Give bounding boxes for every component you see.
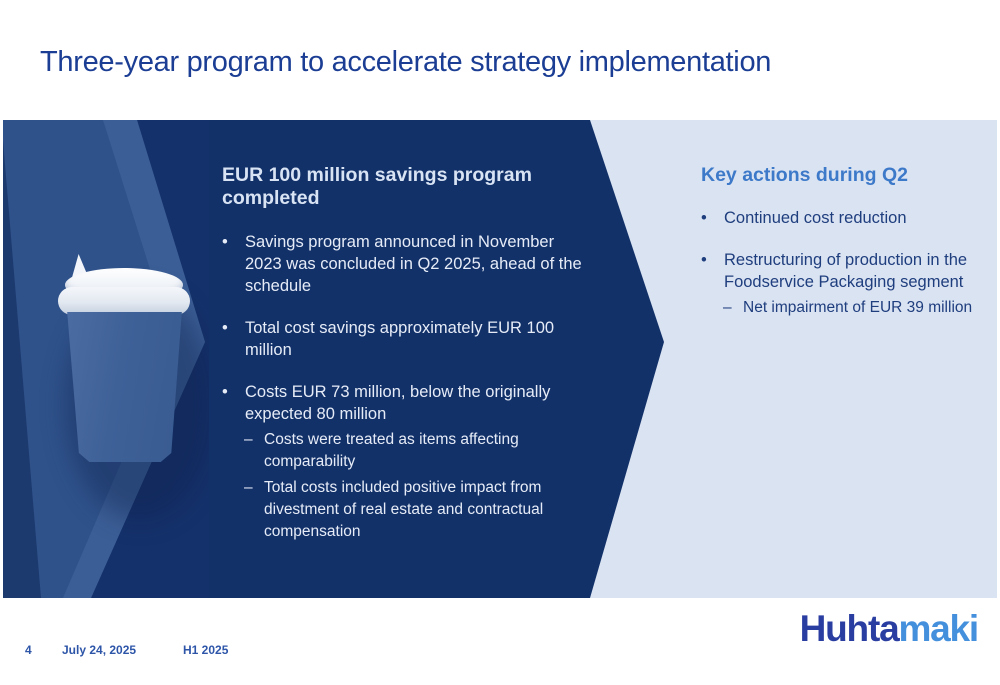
blue-cup-photo [3,120,209,598]
bullet-text: Savings program announced in November 2023 was concluded in Q2 2025, ahead of the schedule [245,232,582,295]
savings-bullet-list [222,231,594,543]
bullet-item [222,381,594,425]
cup-lid-rim [58,287,190,315]
slide-title: Three-year program to accelerate strategy implementation [40,46,772,78]
logo-text-light: maki [898,608,978,649]
savings-section [222,164,594,543]
cup-body [66,312,183,462]
bullet-marker: • [701,209,707,228]
huhtamaki-logo [800,608,978,650]
logo-text-dark: Huhta [799,608,899,649]
bullet-text: Restructuring of production in the Foodservice Packaging segment [724,251,968,292]
dash-marker: – [723,299,732,317]
bullet-text: Costs EUR 73 million, below the originally expected 80 million [245,382,551,423]
dash-marker: – [244,478,253,496]
savings-heading: EUR 100 million savings program completed [222,164,532,210]
sub-bullet-text: Net impairment of EUR 39 million [743,299,973,317]
sub-bullet-text: Total costs included positive impact from divestment of real estate and contractual compensation [264,478,544,540]
bullet-text: Continued cost reduction [724,209,907,228]
bullet-marker: • [701,251,707,270]
sub-bullet-item [723,297,1000,319]
footer-date: July 24, 2025 [62,643,137,657]
bullet-text: Total cost savings approximately EUR 100 million [245,318,555,359]
footer-report-label: H1 2025 [183,643,229,657]
dash-marker: – [244,430,253,448]
sub-bullet-text: Costs were treated as items affecting comparability [264,430,519,470]
bullet-item [701,207,1000,229]
content-panel [3,120,997,598]
key-actions-heading: Key actions during Q2 [701,164,908,186]
sub-bullet-item [244,429,594,473]
page-number: 4 [25,643,32,657]
bullet-marker: • [222,318,228,337]
bullet-marker: • [222,382,228,401]
bullet-item [222,231,594,297]
key-actions-bullet-list [701,207,1000,319]
sub-bullet-item [244,477,594,543]
key-actions-section [701,164,1000,319]
bullet-item [222,317,594,361]
bullet-item [701,249,1000,293]
bullet-marker: • [222,232,228,251]
